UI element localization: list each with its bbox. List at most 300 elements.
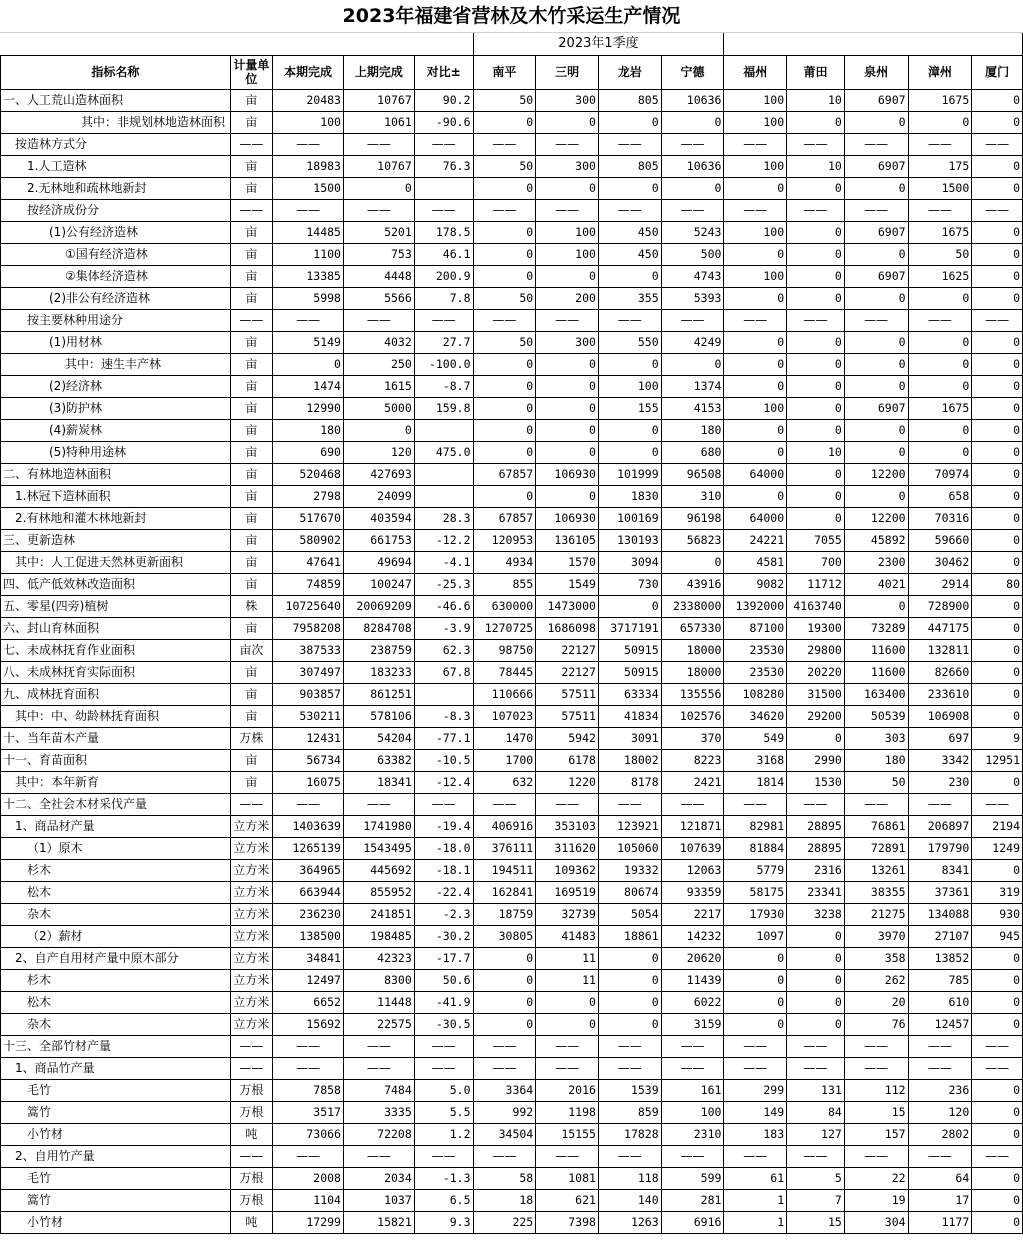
unit-cell: 亩: [230, 661, 272, 683]
value-cell: 0: [536, 111, 599, 133]
value-cell: 0: [724, 287, 787, 309]
value-cell: 0: [473, 221, 536, 243]
value-cell: 80674: [598, 881, 661, 903]
value-cell: 6022: [661, 991, 724, 1013]
value-cell: 0: [536, 485, 599, 507]
value-cell: 56734: [273, 749, 344, 771]
value-cell: 22127: [536, 661, 599, 683]
value-cell: 180: [273, 419, 344, 441]
value-cell: 661753: [343, 529, 414, 551]
unit-cell: 亩: [230, 529, 272, 551]
value-cell: 162841: [473, 881, 536, 903]
indicator-name: 五、零星(四旁)植树: [1, 595, 231, 617]
value-cell: 945: [972, 925, 1023, 947]
value-cell: 106930: [536, 463, 599, 485]
value-cell: 3364: [473, 1079, 536, 1101]
value-cell: 1037: [343, 1189, 414, 1211]
table-row: [1, 133, 1023, 155]
value-cell: 0: [661, 177, 724, 199]
value-cell: 74859: [273, 573, 344, 595]
value-cell: 450: [598, 243, 661, 265]
value-cell: 20: [844, 991, 908, 1013]
value-cell: 12431: [273, 727, 344, 749]
unit-cell: 株: [230, 595, 272, 617]
column-header: 泉州: [844, 55, 908, 89]
value-cell: 1: [724, 1211, 787, 1233]
table-row: [1, 111, 1023, 133]
period-row: [1, 33, 1023, 55]
indicator-name: 松木: [1, 991, 231, 1013]
unit-cell: ——: [230, 1145, 272, 1167]
table-row: [1, 287, 1023, 309]
table-row: [1, 991, 1023, 1013]
value-cell: -8.7: [414, 375, 473, 397]
dash-cell: ——: [787, 1035, 845, 1057]
value-cell: 29800: [787, 639, 845, 661]
value-cell: 0: [844, 419, 908, 441]
unit-cell: ——: [230, 1057, 272, 1079]
value-cell: 28895: [787, 837, 845, 859]
value-cell: 34841: [273, 947, 344, 969]
value-cell: 0: [787, 947, 845, 969]
value-cell: 0: [724, 991, 787, 1013]
dash-cell: ——: [787, 793, 845, 815]
value-cell: 299: [724, 1079, 787, 1101]
value-cell: 370: [661, 727, 724, 749]
value-cell: 0: [536, 991, 599, 1013]
value-cell: 3168: [724, 749, 787, 771]
value-cell: 0: [908, 353, 972, 375]
value-cell: 6652: [273, 991, 344, 1013]
dash-cell: ——: [661, 1035, 724, 1057]
value-cell: 5: [787, 1167, 845, 1189]
value-cell: 805: [598, 89, 661, 111]
unit-cell: 吨: [230, 1123, 272, 1145]
value-cell: 364965: [273, 859, 344, 881]
dash-cell: ——: [598, 1145, 661, 1167]
value-cell: 2990: [787, 749, 845, 771]
value-cell: 155: [598, 397, 661, 419]
unit-cell: 亩: [230, 221, 272, 243]
value-cell: 0: [908, 419, 972, 441]
unit-cell: 立方米: [230, 925, 272, 947]
value-cell: 0: [661, 551, 724, 573]
value-cell: 10636: [661, 89, 724, 111]
unit-cell: 亩: [230, 155, 272, 177]
value-cell: 58: [473, 1167, 536, 1189]
value-cell: 0: [536, 441, 599, 463]
indicator-name: 小竹材: [1, 1211, 231, 1233]
value-cell: 0: [972, 463, 1023, 485]
value-cell: 0: [787, 1013, 845, 1035]
value-cell: 1392000: [724, 595, 787, 617]
value-cell: 0: [598, 1013, 661, 1035]
value-cell: 5243: [661, 221, 724, 243]
column-header: 龙岩: [598, 55, 661, 89]
value-cell: 43916: [661, 573, 724, 595]
value-cell: 84: [787, 1101, 845, 1123]
value-cell: 3335: [343, 1101, 414, 1123]
value-cell: 0: [473, 1013, 536, 1035]
value-cell: 100: [598, 375, 661, 397]
indicator-name: 1.人工造林: [1, 155, 231, 177]
value-cell: 23530: [724, 639, 787, 661]
value-cell: 0: [972, 639, 1023, 661]
value-cell: 8341: [908, 859, 972, 881]
dash-cell: ——: [536, 793, 599, 815]
table-row: [1, 397, 1023, 419]
value-cell: 930: [972, 903, 1023, 925]
dash-cell: ——: [844, 199, 908, 221]
value-cell: 0: [273, 353, 344, 375]
value-cell: 194511: [473, 859, 536, 881]
value-cell: 127: [787, 1123, 845, 1145]
value-cell: 300: [536, 89, 599, 111]
indicator-name: 按主要林种用途分: [1, 309, 231, 331]
indicator-name: (3)防护林: [1, 397, 231, 419]
unit-cell: 立方米: [230, 815, 272, 837]
value-cell: 5201: [343, 221, 414, 243]
value-cell: 0: [787, 485, 845, 507]
value-cell: 1700: [473, 749, 536, 771]
unit-cell: 亩: [230, 397, 272, 419]
dash-cell: ——: [724, 1035, 787, 1057]
dash-cell: ——: [273, 309, 344, 331]
value-cell: 29200: [787, 705, 845, 727]
value-cell: 0: [972, 243, 1023, 265]
dash-cell: ——: [787, 309, 845, 331]
value-cell: 3159: [661, 1013, 724, 1035]
dash-cell: ——: [473, 133, 536, 155]
value-cell: 120: [908, 1101, 972, 1123]
column-header: 上期完成: [343, 55, 414, 89]
unit-cell: 立方米: [230, 947, 272, 969]
value-cell: 0: [972, 947, 1023, 969]
value-cell: 0: [473, 991, 536, 1013]
value-cell: 20069209: [343, 595, 414, 617]
unit-cell: 亩: [230, 375, 272, 397]
unit-cell: 亩: [230, 265, 272, 287]
value-cell: 7.8: [414, 287, 473, 309]
table-row: [1, 1211, 1023, 1233]
value-cell: 6907: [844, 155, 908, 177]
value-cell: 50915: [598, 639, 661, 661]
dash-cell: ——: [273, 199, 344, 221]
table-row: [1, 903, 1023, 925]
unit-cell: 立方米: [230, 969, 272, 991]
table-row: [1, 507, 1023, 529]
value-cell: 41483: [536, 925, 599, 947]
value-cell: 2034: [343, 1167, 414, 1189]
value-cell: 67.8: [414, 661, 473, 683]
unit-cell: 亩: [230, 749, 272, 771]
table-row: [1, 969, 1023, 991]
value-cell: 0: [787, 727, 845, 749]
value-cell: 0: [972, 661, 1023, 683]
unit-cell: 亩: [230, 617, 272, 639]
value-cell: 680: [661, 441, 724, 463]
dash-cell: ——: [598, 793, 661, 815]
value-cell: [414, 485, 473, 507]
dash-cell: ——: [908, 1057, 972, 1079]
dash-cell: ——: [844, 793, 908, 815]
value-cell: 101999: [598, 463, 661, 485]
value-cell: 54204: [343, 727, 414, 749]
value-cell: 0: [844, 441, 908, 463]
value-cell: 4448: [343, 265, 414, 287]
value-cell: 1097: [724, 925, 787, 947]
value-cell: 2316: [787, 859, 845, 881]
value-cell: 0: [343, 419, 414, 441]
value-cell: 12063: [661, 859, 724, 881]
value-cell: 0: [844, 243, 908, 265]
dash-cell: ——: [343, 1035, 414, 1057]
value-cell: 7858: [273, 1079, 344, 1101]
indicator-name: 其中：速生丰产林: [1, 353, 231, 375]
value-cell: -77.1: [414, 727, 473, 749]
column-header: 宁德: [661, 55, 724, 89]
dash-cell: ——: [844, 309, 908, 331]
value-cell: 550: [598, 331, 661, 353]
value-cell: 445692: [343, 859, 414, 881]
dash-cell: ——: [724, 1057, 787, 1079]
unit-cell: 亩: [230, 353, 272, 375]
value-cell: 225: [473, 1211, 536, 1233]
value-cell: 0: [972, 89, 1023, 111]
dash-cell: ——: [724, 133, 787, 155]
value-cell: 580902: [273, 529, 344, 551]
value-cell: 18861: [598, 925, 661, 947]
value-cell: 658: [908, 485, 972, 507]
value-cell: 157: [844, 1123, 908, 1145]
value-cell: 5054: [598, 903, 661, 925]
value-cell: 78445: [473, 661, 536, 683]
dash-cell: ——: [972, 793, 1023, 815]
value-cell: -19.4: [414, 815, 473, 837]
value-cell: [414, 463, 473, 485]
indicator-name: (2)非公有经济造林: [1, 287, 231, 309]
table-body: [1, 89, 1023, 1233]
value-cell: 1675: [908, 221, 972, 243]
indicator-name: 杉木: [1, 859, 231, 881]
value-cell: 355: [598, 287, 661, 309]
value-cell: 16075: [273, 771, 344, 793]
indicator-name: 八、未成林抚育实际面积: [1, 661, 231, 683]
value-cell: 61: [724, 1167, 787, 1189]
table-row: [1, 1123, 1023, 1145]
value-cell: 106930: [536, 507, 599, 529]
value-cell: 118: [598, 1167, 661, 1189]
unit-cell: 亩: [230, 89, 272, 111]
value-cell: 855952: [343, 881, 414, 903]
table-row: [1, 837, 1023, 859]
value-cell: 178.5: [414, 221, 473, 243]
unit-cell: 立方米: [230, 859, 272, 881]
table-row: [1, 617, 1023, 639]
value-cell: 18: [473, 1189, 536, 1211]
value-cell: 49694: [343, 551, 414, 573]
value-cell: 0: [972, 705, 1023, 727]
unit-cell: 亩: [230, 243, 272, 265]
value-cell: 0: [908, 111, 972, 133]
value-cell: 4581: [724, 551, 787, 573]
value-cell: 30462: [908, 551, 972, 573]
value-cell: 2914: [908, 573, 972, 595]
value-cell: 50: [908, 243, 972, 265]
table-row: [1, 1013, 1023, 1035]
value-cell: 0: [972, 595, 1023, 617]
page-title: 2023年福建省营林及木竹采运生产情况: [342, 5, 681, 27]
value-cell: 0: [972, 991, 1023, 1013]
value-cell: 0: [536, 177, 599, 199]
value-cell: -8.3: [414, 705, 473, 727]
value-cell: 4153: [661, 397, 724, 419]
value-cell: 0: [787, 287, 845, 309]
value-cell: 18000: [661, 639, 724, 661]
dash-cell: ——: [473, 309, 536, 331]
dash-cell: ——: [536, 1035, 599, 1057]
unit-cell: ——: [230, 309, 272, 331]
value-cell: 179790: [908, 837, 972, 859]
value-cell: 100169: [598, 507, 661, 529]
dash-cell: ——: [972, 133, 1023, 155]
value-cell: 23341: [787, 881, 845, 903]
unit-cell: ——: [230, 133, 272, 155]
table-row: [1, 749, 1023, 771]
value-cell: 100: [724, 265, 787, 287]
value-cell: 0: [787, 243, 845, 265]
value-cell: 300: [536, 155, 599, 177]
value-cell: 0: [972, 155, 1023, 177]
value-cell: 30805: [473, 925, 536, 947]
value-cell: 134088: [908, 903, 972, 925]
value-cell: 28895: [787, 815, 845, 837]
value-cell: 76861: [844, 815, 908, 837]
value-cell: 149: [724, 1101, 787, 1123]
value-cell: 107023: [473, 705, 536, 727]
value-cell: -3.9: [414, 617, 473, 639]
value-cell: 12990: [273, 397, 344, 419]
value-cell: 753: [343, 243, 414, 265]
value-cell: 859: [598, 1101, 661, 1123]
value-cell: 100247: [343, 573, 414, 595]
value-cell: 90.2: [414, 89, 473, 111]
value-cell: 70316: [908, 507, 972, 529]
dash-cell: ——: [908, 1145, 972, 1167]
dash-cell: ——: [844, 1145, 908, 1167]
dash-cell: ——: [598, 309, 661, 331]
value-cell: 108280: [724, 683, 787, 705]
value-cell: 200: [536, 287, 599, 309]
dash-cell: ——: [473, 1145, 536, 1167]
dash-cell: ——: [972, 199, 1023, 221]
value-cell: -18.0: [414, 837, 473, 859]
value-cell: 8223: [661, 749, 724, 771]
table-row: [1, 177, 1023, 199]
dash-cell: ——: [908, 1035, 972, 1057]
value-cell: 19300: [787, 617, 845, 639]
value-cell: 100: [724, 155, 787, 177]
value-cell: 120953: [473, 529, 536, 551]
column-header: 莆田: [787, 55, 845, 89]
value-cell: 72208: [343, 1123, 414, 1145]
unit-cell: 亩: [230, 287, 272, 309]
table-row: [1, 1079, 1023, 1101]
value-cell: 18002: [598, 749, 661, 771]
column-header: 南平: [473, 55, 536, 89]
value-cell: 0: [536, 265, 599, 287]
value-cell: 105060: [598, 837, 661, 859]
value-cell: 62.3: [414, 639, 473, 661]
value-cell: 23530: [724, 661, 787, 683]
unit-cell: 立方米: [230, 903, 272, 925]
value-cell: 3517: [273, 1101, 344, 1123]
value-cell: 0: [661, 111, 724, 133]
unit-cell: 亩: [230, 551, 272, 573]
value-cell: 2194: [972, 815, 1023, 837]
value-cell: 4743: [661, 265, 724, 287]
value-cell: 2798: [273, 485, 344, 507]
value-cell: 0: [536, 353, 599, 375]
value-cell: 57511: [536, 683, 599, 705]
value-cell: 159.8: [414, 397, 473, 419]
value-cell: 0: [598, 419, 661, 441]
value-cell: 236: [908, 1079, 972, 1101]
unit-cell: ——: [230, 1035, 272, 1057]
value-cell: 0: [972, 1123, 1023, 1145]
indicator-name: ②集体经济造林: [1, 265, 231, 287]
value-cell: 4163740: [787, 595, 845, 617]
indicator-name: 九、成林抚育面积: [1, 683, 231, 705]
value-cell: 11600: [844, 661, 908, 683]
value-cell: 50.6: [414, 969, 473, 991]
value-cell: 3717191: [598, 617, 661, 639]
value-cell: 112: [844, 1079, 908, 1101]
value-cell: 5000: [343, 397, 414, 419]
value-cell: 0: [972, 397, 1023, 419]
value-cell: 310: [661, 485, 724, 507]
unit-cell: 亩: [230, 111, 272, 133]
value-cell: 7398: [536, 1211, 599, 1233]
dash-cell: ——: [908, 133, 972, 155]
value-cell: 0: [787, 991, 845, 1013]
dash-cell: ——: [414, 309, 473, 331]
unit-cell: 万根: [230, 1189, 272, 1211]
column-header: 对比±: [414, 55, 473, 89]
value-cell: 376111: [473, 837, 536, 859]
value-cell: -30.2: [414, 925, 473, 947]
value-cell: 58175: [724, 881, 787, 903]
value-cell: 0: [908, 287, 972, 309]
value-cell: 96508: [661, 463, 724, 485]
value-cell: 50: [473, 89, 536, 111]
value-cell: 805: [598, 155, 661, 177]
value-cell: 690: [273, 441, 344, 463]
table-row: [1, 683, 1023, 705]
value-cell: 630000: [473, 595, 536, 617]
value-cell: 1177: [908, 1211, 972, 1233]
value-cell: 7: [787, 1189, 845, 1211]
value-cell: [414, 683, 473, 705]
value-cell: 307497: [273, 661, 344, 683]
indicator-name: (2)经济林: [1, 375, 231, 397]
value-cell: 1530: [787, 771, 845, 793]
value-cell: 4934: [473, 551, 536, 573]
indicator-name: 毛竹: [1, 1167, 231, 1189]
indicator-name: 十三、全部竹材产量: [1, 1035, 231, 1057]
value-cell: 517670: [273, 507, 344, 529]
value-cell: 121871: [661, 815, 724, 837]
